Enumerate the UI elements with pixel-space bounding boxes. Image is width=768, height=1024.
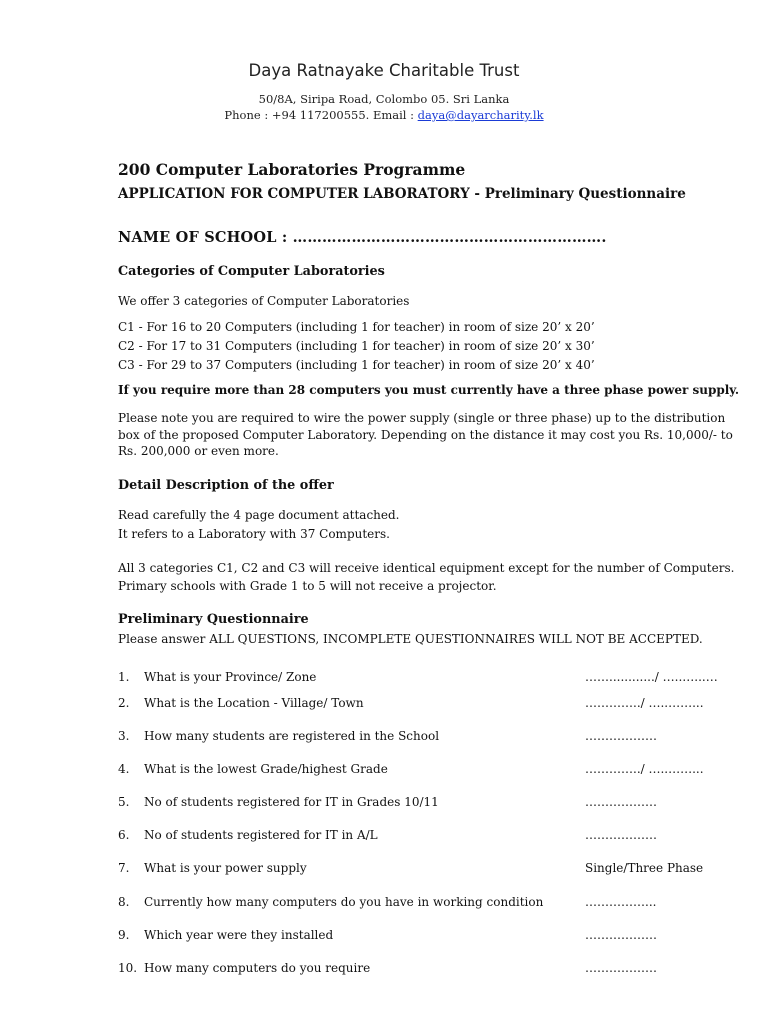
category-c3: C3 - For 29 to 37 Computers (including 1 for teacher) in room of size 20’ x 40’ (118, 358, 595, 372)
answer-blank[interactable]: …………../ …..……... (585, 696, 704, 710)
answer-blank[interactable]: ……............/ …..…...… (585, 670, 718, 684)
programme-title: 200 Computer Laboratories Programme (118, 160, 466, 179)
wiring-line-2: box of the proposed Computer Laboratory. Depending on the distance it may cost you Rs. 10,000/- to (118, 428, 733, 442)
address-line: 50/8A, Siripa Road, Colombo 05. Sri Lanka (258, 92, 510, 106)
detail-line-2: It refers to a Laboratory with 37 Computers. (118, 527, 390, 541)
questionnaire-heading: Preliminary Questionnaire (118, 612, 309, 627)
power-note: If you require more than 28 computers you must currently have a three phase power supply. (118, 383, 740, 397)
answer-blank[interactable]: ……………… (585, 795, 657, 809)
category-c1: C1 - For 16 to 20 Computers (including 1 for teacher) in room of size 20’ x 20’ (118, 320, 595, 334)
contact-line (0, 108, 768, 122)
categories-heading: Categories of Computer Laboratories (118, 264, 385, 279)
name-of-school-field: NAME OF SCHOOL : ………………………………………………………. (118, 229, 607, 246)
detail-line-3: All 3 categories C1, C2 and C3 will receive identical equipment except for the number of Computers. (118, 561, 735, 575)
question-number: 5. (118, 795, 130, 809)
answer-blank[interactable]: ……………… (585, 828, 657, 842)
question-text: How many students are registered in the School (144, 729, 440, 743)
question-text: How many computers do you require (144, 961, 371, 975)
categories-intro: We offer 3 categories of Computer Laboratories (118, 294, 410, 308)
question-number: 7. (118, 861, 130, 875)
category-c2: C2 - For 17 to 31 Computers (including 1 for teacher) in room of size 20’ x 30’ (118, 339, 595, 353)
application-subtitle: APPLICATION FOR COMPUTER LABORATORY - Preliminary Questionnaire (118, 186, 686, 202)
answer-blank[interactable]: ……………… (585, 961, 657, 975)
question-text: What is the lowest Grade/highest Grade (144, 762, 388, 776)
organization-name: Daya Ratnayake Charitable Trust (248, 61, 520, 80)
question-number: 2. (118, 696, 130, 710)
question-number: 3. (118, 729, 130, 743)
phone-text: Phone : +94 117200555. Email : (224, 108, 418, 122)
detail-line-1: Read carefully the 4 page document attached. (118, 508, 400, 522)
question-number: 1. (118, 670, 130, 684)
wiring-line-1: Please note you are required to wire the power supply (single or three phase) up to the distribution (118, 411, 726, 425)
question-number: 6. (118, 828, 130, 842)
answer-blank[interactable]: …………../ …..……... (585, 762, 704, 776)
detail-line-4: Primary schools with Grade 1 to 5 will not receive a projector. (118, 579, 497, 593)
question-text: What is the Location - Village/ Town (144, 696, 364, 710)
question-number: 8. (118, 895, 130, 909)
question-text: No of students registered for IT in Grades 10/11 (144, 795, 439, 809)
question-number: 10. (118, 961, 138, 975)
question-text: Currently how many computers do you have in working condition (144, 895, 544, 909)
answer-blank[interactable]: ……………… (585, 729, 657, 743)
question-text: Which year were they installed (144, 928, 334, 942)
question-text: What is your Province/ Zone (144, 670, 317, 684)
questionnaire-instruction: Please answer ALL QUESTIONS, INCOMPLETE QUESTIONNAIRES WILL NOT BE ACCEPTED. (118, 632, 703, 646)
question-number: 4. (118, 762, 130, 776)
wiring-line-3: Rs. 200,000 or even more. (118, 444, 279, 458)
answer-blank[interactable]: ……………… (585, 928, 657, 942)
detail-heading: Detail Description of the offer (118, 478, 334, 493)
answer-blank[interactable]: ……………... (585, 895, 657, 909)
question-number: 9. (118, 928, 130, 942)
question-text: What is your power supply (144, 861, 307, 875)
question-text: No of students registered for IT in A/L (144, 828, 378, 842)
email-link[interactable]: daya@dayarcharity.lk (417, 108, 544, 122)
power-supply-options[interactable]: Single/Three Phase (585, 861, 704, 875)
